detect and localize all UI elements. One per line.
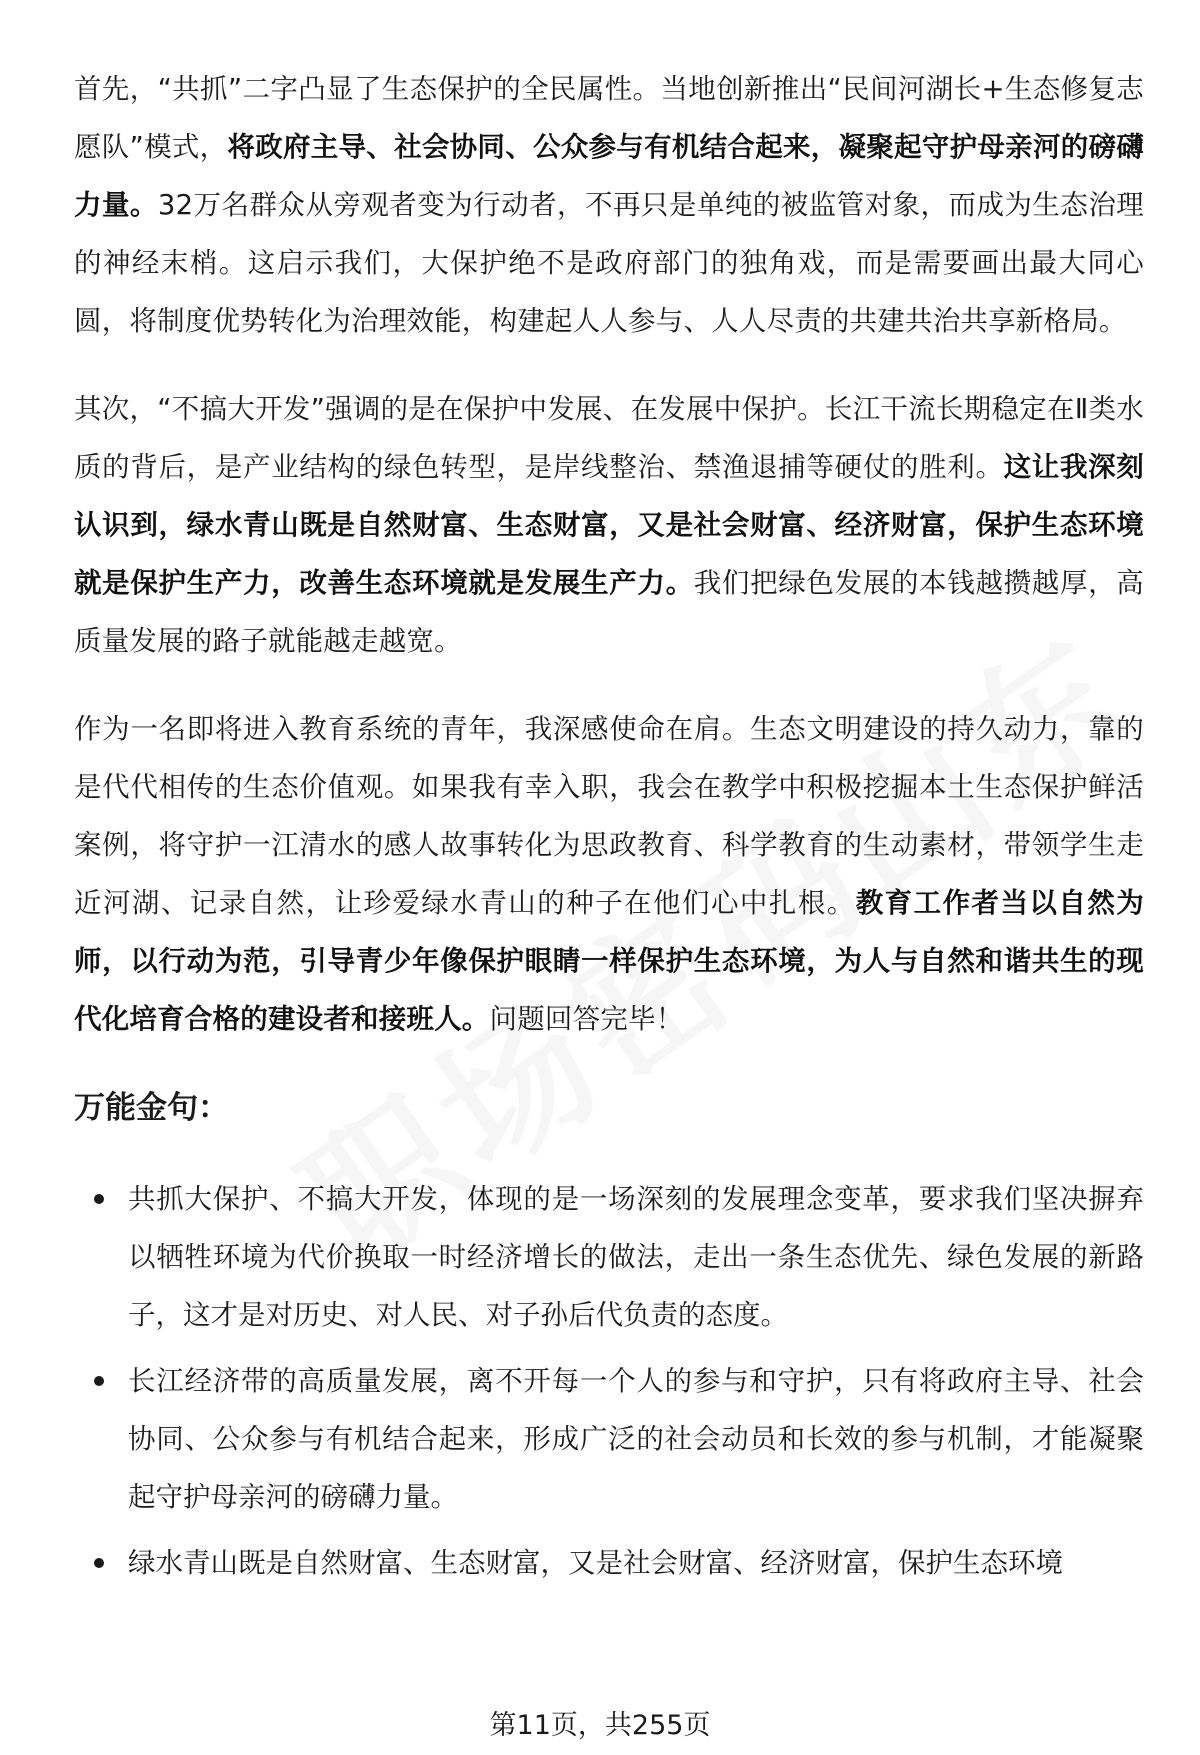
paragraph-3-text-1: 作为一名即将进入教育系统的青年，我深感使命在肩。生态文明建设的持久动力，靠的是代代相传的生态价值观。如果我有幸入职，我会在教学中积极挖掘本土生态保护鲜活案例，将守护一江清水的感人故事转化为思政教育、科学教育的生动素材，带领学生走近河湖、记录自然，让珍爱绿水青山的种子在他们心中扎根。 — [74, 713, 1144, 919]
bullet-dot-icon — [94, 1376, 104, 1386]
bullet-item-1-text: 共抓大保护、不搞大开发，体现的是一场深刻的发展理念变革，要求我们坚决摒弃以牺牲环境为代价换取一时经济增长的做法，走出一条生态优先、绿色发展的新路子，这才是对历史、对人民、对子孙后代负责的态度。 — [128, 1183, 1144, 1331]
paragraph-2 — [74, 380, 1144, 670]
bullet-item-2 — [74, 1352, 1144, 1526]
bullet-item-3-text: 绿水青山既是自然财富、生态财富，又是社会财富、经济财富，保护生态环境 — [128, 1547, 1063, 1579]
paragraph-3-bold-1: 教育工作者当以自然为师，以行动为范，引导青少年像保护眼睛一样保护生态环境，为人与自然和谐共生的现代化培育合格的建设者和接班人。 — [74, 887, 1144, 1035]
paragraph-1 — [74, 60, 1144, 350]
document-page — [74, 60, 1144, 1600]
paragraph-3-text-2: 问题回答完毕！ — [489, 1003, 684, 1035]
paragraph-2-bold-1: 这让我深刻认识到，绿水青山既是自然财富、生态财富，又是社会财富、经济财富，保护生态环境就是保护生产力，改善生态环境就是发展生产力。 — [74, 451, 1144, 599]
paragraph-2-text-1: 其次，“不搞大开发”强调的是在保护中发展、在发展中保护。长江干流长期稳定在Ⅱ类水质的背后，是产业结构的绿色转型，是岸线整治、禁渔退捕等硬仗的胜利。 — [74, 393, 1144, 483]
bullet-item-1 — [74, 1170, 1144, 1344]
section-heading: 万能金句： — [74, 1090, 229, 1126]
paragraph-3 — [74, 700, 1144, 1048]
bullet-item-2-text: 长江经济带的高质量发展，离不开每一个人的参与和守护，只有将政府主导、社会协同、公众参与有机结合起来，形成广泛的社会动员和长效的参与机制，才能凝聚起守护母亲河的磅礴力量。 — [128, 1365, 1144, 1513]
bullet-list — [74, 1170, 1144, 1592]
paragraph-1-text-1: 首先，“共抓”二字凸显了生态保护的全民属性。当地创新推出“民间河湖长+生态修复志愿队”模式， — [74, 73, 1144, 163]
paragraph-1-bold-1: 将政府主导、社会协同、公众参与有机结合起来，凝聚起守护母亲河的磅礴力量。 — [74, 131, 1144, 221]
bullet-dot-icon — [94, 1194, 104, 1204]
paragraph-2-text-2: 我们把绿色发展的本钱越攒越厚，高质量发展的路子就能越走越宽。 — [74, 567, 1144, 657]
bullet-item-3 — [74, 1534, 1144, 1592]
paragraph-1-text-2: 32万名群众从旁观者变为行动者，不再只是单纯的被监管对象，而成为生态治理的神经末梢。这启示我们，大保护绝不是政府部门的独角戏，而是需要画出最大同心圆，将制度优势转化为治理效能，构建起人人参与、人人尽责的共建共治共享新格局。 — [74, 189, 1144, 337]
page-number-footer: 第11页，共255页 — [489, 1710, 711, 1741]
bullet-dot-icon — [94, 1558, 104, 1568]
